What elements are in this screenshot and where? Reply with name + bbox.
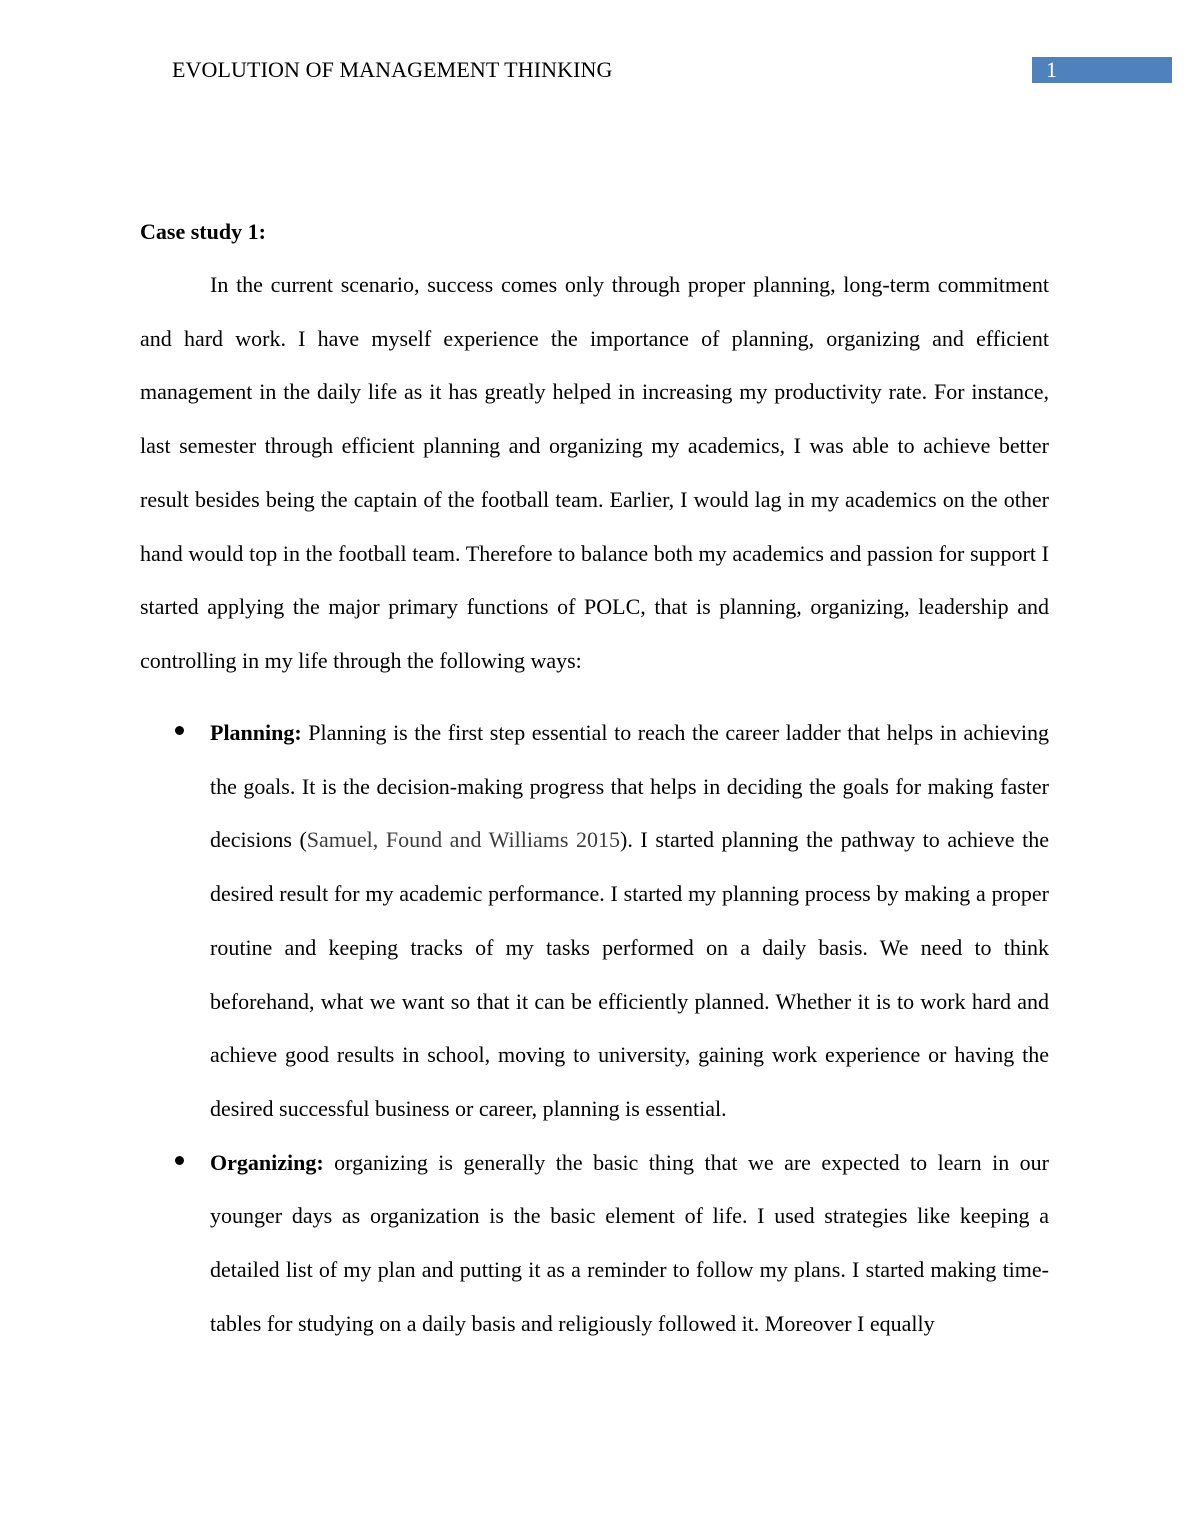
section-heading: Case study 1: <box>140 219 266 244</box>
page-number: 1 <box>1046 57 1057 82</box>
bullet-text: Planning is the first step essential to reach the career ladder that helps in achieving the goals. It is the decision-making progress that helps in deciding the goals for making faster decisions ( <box>210 720 1049 853</box>
bullet-planning <box>210 706 1049 1136</box>
bullet-icon <box>175 1156 184 1165</box>
polc-bullet-list <box>210 706 1049 1350</box>
bullet-text: organizing is generally the basic thing that we are expected to learn in our younger days as organization is the basic element of life. I used strategies like keeping a detailed list of my plan and putting it as a reminder to follow my plans. I started making time-tables for studying on a daily basis and religiously followed it. Moreover I equally <box>210 1149 1049 1336</box>
bullet-text: ). I started planning the pathway to achieve the desired result for my academic performance. I started my planning process by making a proper routine and keeping tracks of my tasks performed on a daily basis. We need to think beforehand, what we want so that it can be efficiently planned. Whether it is to work hard and achieve good results in school, moving to university, gaining work experience or having the desired successful business or career, planning is essential. <box>210 827 1050 1121</box>
bullet-organizing <box>210 1136 1049 1351</box>
intro-paragraph: In the current scenario, success comes only through proper planning, long-term commitment and hard work. I have myself experience the importance of planning, organizing and efficient management in the daily life as it has greatly helped in increasing my productivity rate. For instance, last semester through efficient planning and organizing my academics, I was able to achieve better result besides being the captain of the football team. Earlier, I would lag in my academics on the other hand would top in the football team. Therefore to balance both my academics and passion for support I started applying the major primary functions of POLC, that is planning, organizing, leadership and controlling in my life through the following ways: <box>140 272 1049 673</box>
citation: Samuel, Found and Williams 2015 <box>306 827 620 853</box>
bullet-term: Planning: <box>210 720 302 745</box>
bullet-icon <box>175 726 184 735</box>
bullet-term: Organizing: <box>210 1149 324 1175</box>
page-number-box <box>1032 57 1172 83</box>
running-header-title: EVOLUTION OF MANAGEMENT THINKING <box>172 57 613 82</box>
